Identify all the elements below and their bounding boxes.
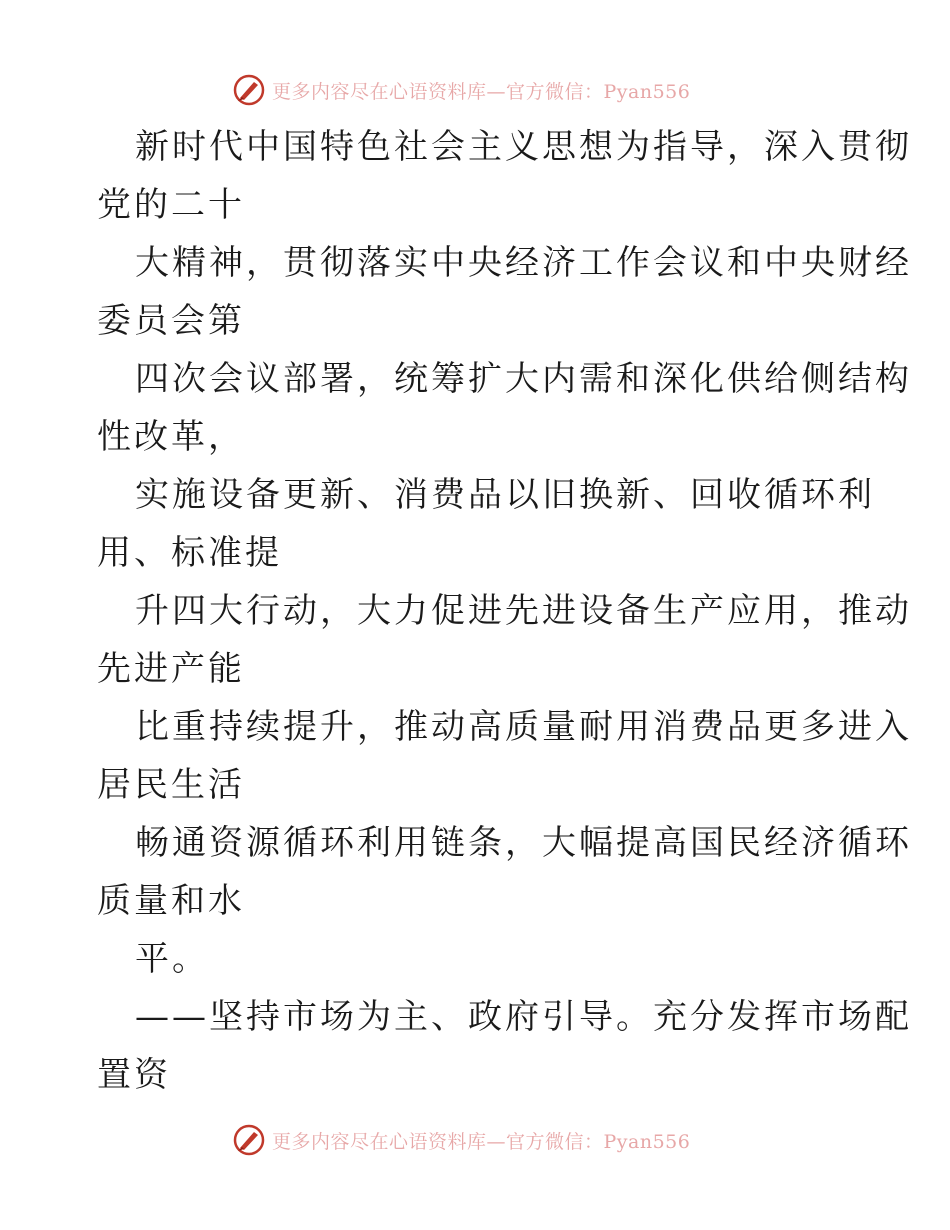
text-line: 用、标准提 <box>97 533 282 573</box>
text-line: 平。 <box>135 939 209 979</box>
text-line: 升四大行动，大力促进先进设备生产应用，推动 <box>135 591 912 631</box>
text-line: 性改革， <box>97 417 245 457</box>
text-line: 新时代中国特色社会主义思想为指导，深入贯彻 <box>135 127 912 167</box>
brush-pen-logo-icon <box>232 1123 266 1157</box>
text-line: 置资 <box>97 1055 171 1095</box>
text-line: 委员会第 <box>97 301 245 341</box>
text-line: ——坚持市场为主、政府引导。充分发挥市场配 <box>135 997 912 1037</box>
document-body <box>97 118 912 1104</box>
brush-pen-logo-icon <box>232 73 266 107</box>
text-line: 实施设备更新、消费品以旧换新、回收循环利 <box>135 475 875 515</box>
text-line: 比重持续提升，推动高质量耐用消费品更多进入 <box>135 707 912 747</box>
text-line: 先进产能 <box>97 649 245 689</box>
footer-banner <box>232 1120 732 1160</box>
footer-banner-text: 更多内容尽在心语资料库—官方微信：Pyan556 <box>272 1130 691 1153</box>
text-line: 畅通资源循环利用链条，大幅提高国民经济循环 <box>135 823 912 863</box>
header-banner-text: 更多内容尽在心语资料库—官方微信：Pyan556 <box>272 80 691 103</box>
header-banner <box>232 70 732 110</box>
text-line: 党的二十 <box>97 185 245 225</box>
text-line: 大精神，贯彻落实中央经济工作会议和中央财经 <box>135 243 912 283</box>
text-line: 居民生活 <box>97 765 245 805</box>
text-line: 四次会议部署，统筹扩大内需和深化供给侧结构 <box>135 359 912 399</box>
text-line: 质量和水 <box>97 881 245 921</box>
